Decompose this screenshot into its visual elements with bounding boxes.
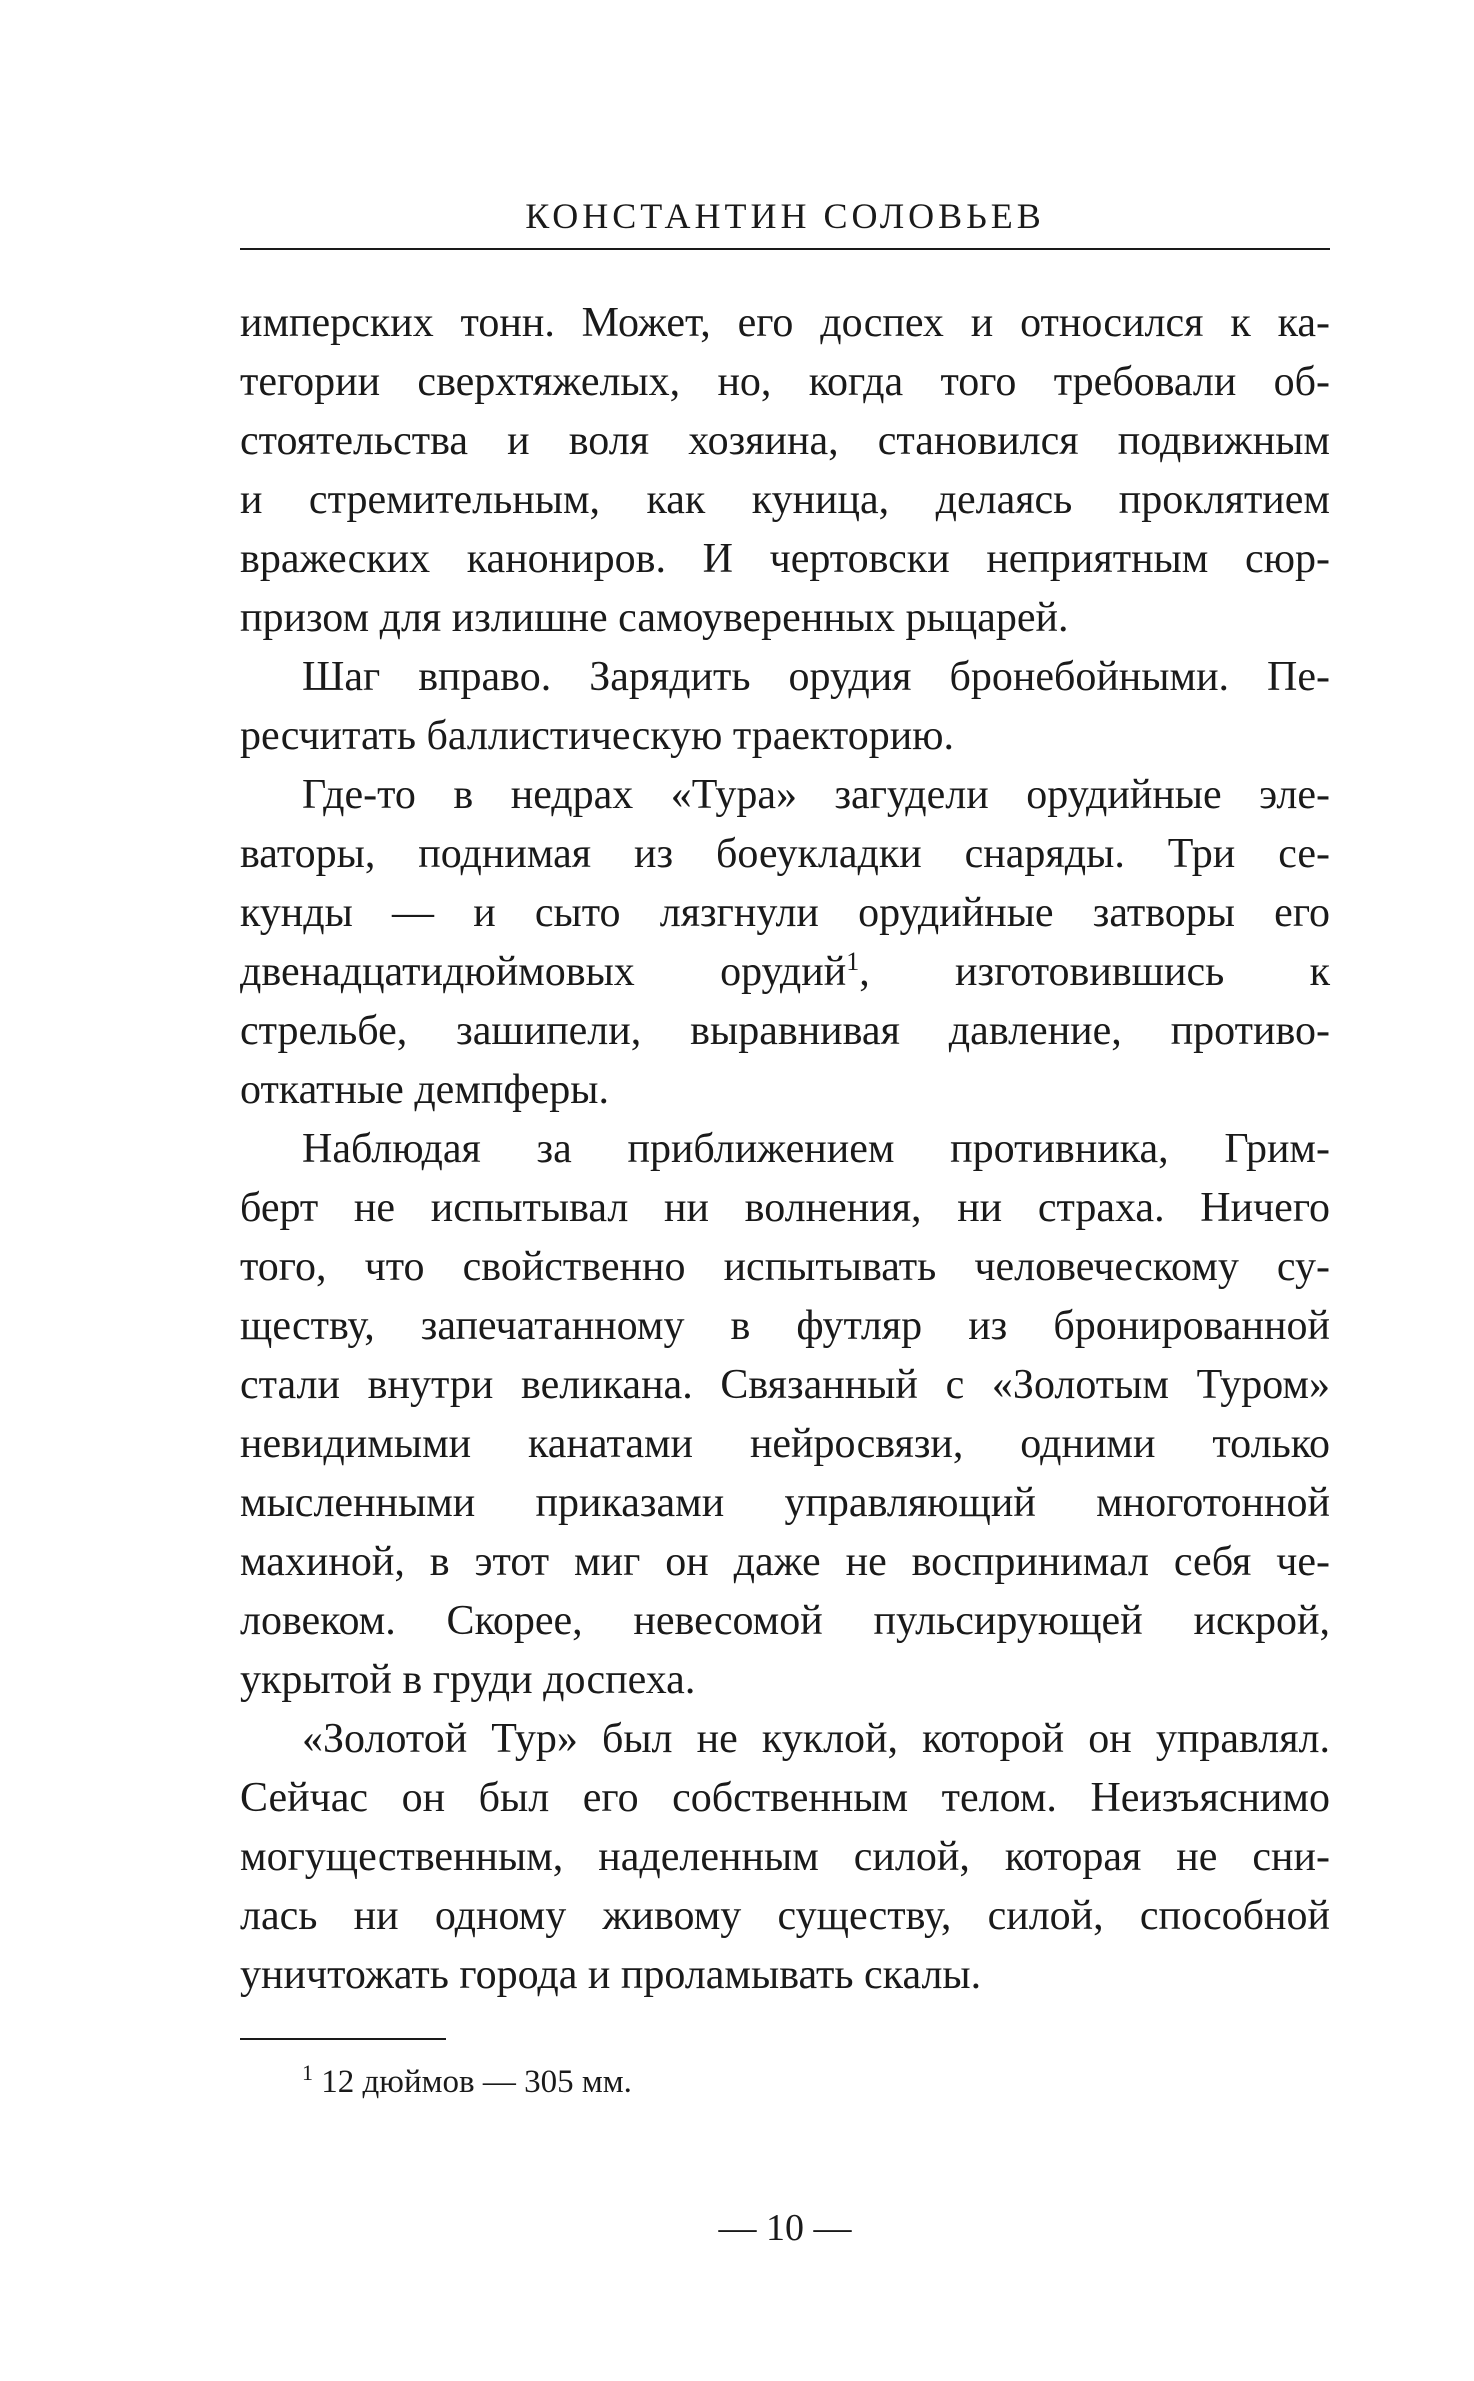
text-line: того, что свойственно испытывать человеческому су- — [240, 1244, 1330, 1290]
text-line: уничтожать города и проламывать скалы. — [240, 1952, 982, 1998]
text-segment: , изготовившись к — [859, 949, 1331, 995]
footnote-number: 1 — [302, 2060, 313, 2085]
text-line: Сейчас он был его собственным телом. Неизъяснимо — [240, 1775, 1330, 1821]
text-line: мысленными приказами управляющий многотонной — [240, 1480, 1330, 1526]
footnote-rule — [240, 2038, 446, 2040]
text-line: лась ни одному живому существу, силой, способной — [240, 1893, 1330, 1939]
text-line: могущественным, наделенным силой, которая не сни- — [240, 1834, 1330, 1880]
page-body — [240, 294, 1330, 2005]
text-line: откатные демпферы. — [240, 1067, 609, 1113]
text-line: Где-то в недрах «Тура» загудели орудийные эле- — [302, 772, 1330, 818]
text-line: призом для излишне самоуверенных рыцарей. — [240, 595, 1069, 641]
text-line: ресчитать баллистическую траекторию. — [240, 713, 955, 759]
text-line: укрытой в груди доспеха. — [240, 1657, 696, 1703]
text-line: «Золотой Тур» был не куклой, которой он управлял. — [302, 1716, 1330, 1762]
text-line: и стремительным, как куница, делаясь проклятием — [240, 477, 1330, 523]
text-line: Наблюдая за приближением противника, Грим- — [302, 1126, 1330, 1172]
page-number: — 10 — — [718, 2207, 852, 2249]
header-rule — [240, 248, 1330, 250]
text-line: кунды — и сыто лязгнули орудийные затворы его — [240, 890, 1330, 936]
text-line: ществу, запечатанному в футляр из бронированной — [240, 1303, 1330, 1349]
text-line: тегории сверхтяжелых, но, когда того требовали об- — [240, 359, 1330, 405]
text-line: стоятельства и воля хозяина, становился подвижным — [240, 418, 1330, 464]
running-head-author: КОНСТАНТИН СОЛОВЬЕВ — [525, 196, 1045, 236]
text-line: стали внутри великана. Связанный с «Золотым Туром» — [240, 1362, 1330, 1408]
footnote-text: 12 дюймов — 305 мм. — [313, 2064, 632, 2100]
text-line: вражеских канониров. И чертовски неприятным сюр- — [240, 536, 1330, 582]
text-line: махиной, в этот миг он даже не воспринимал себя че- — [240, 1539, 1330, 1585]
footnote — [302, 2062, 632, 2102]
text-line: ловеком. Скорее, невесомой пульсирующей искрой, — [240, 1598, 1330, 1644]
text-line-with-footnote — [240, 943, 1330, 1002]
text-line: имперских тонн. Может, его доспех и относился к ка- — [240, 300, 1330, 346]
text-line: берт не испытывал ни волнения, ни страха. Ничего — [240, 1185, 1330, 1231]
footnote-reference[interactable]: 1 — [846, 947, 860, 976]
text-segment: двенадцатидюймовых орудий — [240, 949, 847, 995]
text-line: невидимыми канатами нейросвязи, одними только — [240, 1421, 1330, 1467]
text-line: ваторы, поднимая из боеукладки снаряды. Три се- — [240, 831, 1330, 877]
text-line: Шаг вправо. Зарядить орудия бронебойными. Пе- — [302, 654, 1330, 700]
text-line: стрельбе, зашипели, выравнивая давление, противо- — [240, 1008, 1330, 1054]
